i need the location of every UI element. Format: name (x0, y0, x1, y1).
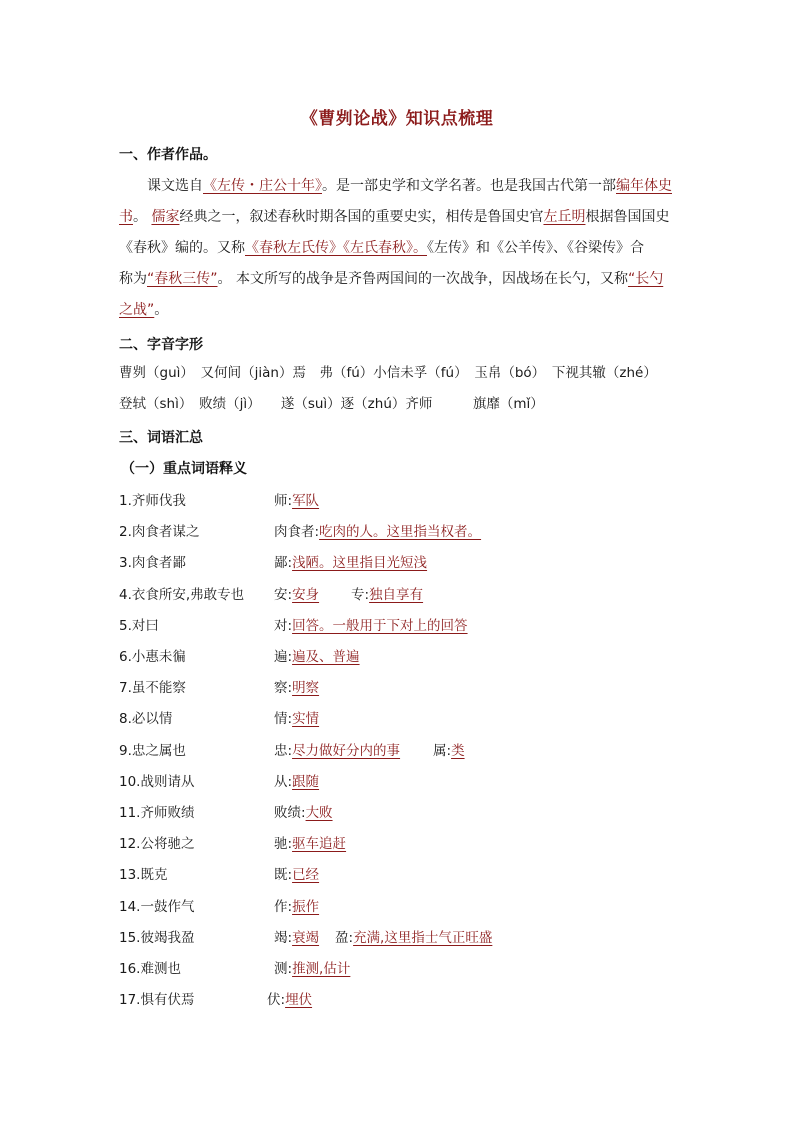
vocab-definition (274, 707, 319, 727)
vocab-term: 9.忠之属也 (119, 742, 186, 759)
vocab-term: 4.衣食所安,弗敢专也 (119, 586, 245, 603)
intro-line-3: 《春秋》编的。又称《春秋左氏传》《左氏春秋》。《左传》和《公羊传》、《谷梁传》合 (119, 240, 644, 256)
vocab-label: 情: (274, 711, 293, 728)
vocab-label: 败绩: (274, 805, 306, 821)
vocab-label: 从: (274, 773, 293, 790)
vocab-definition (274, 551, 427, 571)
vocab-term: 8.必以情 (119, 711, 173, 728)
vocab-label: 察: (274, 680, 293, 697)
vocab-meaning: 已经 (292, 867, 320, 884)
vocab-meaning: 遍及、普遍 (292, 649, 360, 665)
vocab-label: 忠: (274, 742, 293, 759)
vocab-meaning: 衰竭 (292, 929, 320, 946)
vocab-definition (274, 926, 319, 946)
vocab-meaning: 浅陋。这里指目光短浅 (292, 555, 428, 572)
vocab-label: 安: (274, 586, 293, 603)
confucian-term: 儒家 (151, 209, 180, 225)
vocab-label: 遍: (274, 649, 293, 665)
vocab-term: 11.齐师败绩 (119, 805, 195, 821)
vocab-label: 驰: (274, 836, 293, 853)
section-heading-pronunciation: 二、字音字形 (119, 337, 203, 353)
vocab-label: 师: (274, 493, 293, 509)
subheading-key-words: （一）重点词语释义 (121, 461, 247, 477)
vocab-term: 2.肉食者谋之 (119, 524, 200, 541)
intro-line-1: 课文选自《左传・庄公十年》。是一部史学和文学名著。也是我国古代第一部编年体史 (119, 178, 672, 194)
vocab-definition-2 (433, 739, 465, 759)
vocab-definition (274, 583, 319, 603)
vocab-label: 既: (274, 867, 293, 884)
intro-line-2: 书。 儒家经典之一，叙述春秋时期各国的重要史实，相传是鲁国史官左丘明根据鲁国国史 (119, 209, 670, 225)
vocab-label: 测: (274, 961, 293, 977)
vocab-term: 1.齐师伐我 (119, 493, 186, 509)
vocab-term: 7.虽不能察 (119, 680, 186, 697)
vocab-meaning: 独自享有 (369, 586, 424, 603)
vocab-term: 6.小惠未徧 (119, 649, 186, 665)
author-name: 左丘明 (543, 209, 586, 225)
intro-line-4: 称为“春秋三传”。 本文所写的战争是齐鲁两国间的一次战争，因战场在长勺，又称“长勺 (119, 271, 664, 287)
vocab-label: 伏: (267, 992, 286, 1009)
vocab-label: 对: (274, 617, 293, 634)
vocab-definition (274, 614, 468, 634)
vocab-label: 鄙: (274, 555, 293, 572)
vocab-label: 竭: (274, 929, 293, 946)
section-heading-vocabulary: 三、词语汇总 (119, 430, 203, 446)
vocab-definition (274, 645, 360, 665)
vocab-meaning: 埋伏 (285, 992, 313, 1009)
vocab-term: 13.既克 (119, 867, 168, 884)
vocab-term: 15.彼竭我盈 (119, 929, 195, 946)
vocab-meaning: 实情 (292, 711, 320, 728)
vocab-meaning: 回答。一般用于下对上的回答 (292, 617, 468, 634)
vocab-meaning: 尽力做好分内的事 (292, 742, 401, 759)
vocab-meaning: 大败 (305, 805, 333, 821)
vocab-term: 3.肉食者鄙 (119, 555, 186, 572)
pronunciation-line-1: 曹刿（guì） 又何间（jiàn）焉 弗（fú）小信未孚（fú） 玉帛（bó） 下视其辙（zhé） (119, 365, 657, 381)
vocab-definition (274, 770, 319, 790)
vocab-meaning: 驱车追赶 (292, 836, 347, 853)
vocab-meaning: 推测,估计 (292, 961, 351, 977)
vocab-definition (274, 832, 346, 852)
vocab-definition-2 (335, 926, 492, 946)
vocab-meaning: 吃肉的人。这里指当权者。 (319, 524, 482, 541)
vocab-definition (274, 489, 319, 509)
vocab-definition (274, 739, 400, 759)
vocab-label: 肉食者: (274, 524, 320, 541)
vocab-meaning: 明察 (292, 680, 320, 697)
vocab-meaning: 振作 (292, 898, 320, 915)
source-title: 《左传・庄公十年》 (203, 178, 322, 194)
vocab-meaning: 类 (451, 742, 465, 759)
vocab-definition (274, 520, 481, 540)
vocab-definition (267, 988, 312, 1008)
battle-name: “长勺 (627, 271, 664, 287)
vocab-term: 12.公将驰之 (119, 836, 195, 853)
vocab-meaning: 充满,这里指士气正旺盛 (353, 929, 493, 946)
vocab-term: 17.惧有伏焉 (119, 992, 195, 1009)
vocab-term: 5.对曰 (119, 617, 159, 634)
page-title: 《曹刿论战》知识点梳理 (300, 109, 494, 129)
vocab-term: 14.一鼓作气 (119, 898, 195, 915)
section-heading-author: 一、作者作品。 (119, 147, 217, 163)
vocab-label: 盈: (335, 929, 354, 946)
vocab-definition-2 (351, 583, 423, 603)
vocab-meaning: 军队 (292, 493, 320, 509)
vocab-definition (274, 957, 350, 977)
vocab-label: 属: (433, 742, 452, 759)
alt-titles: 《春秋左氏传》《左氏春秋》。 (245, 240, 427, 256)
vocab-term: 16.难测也 (119, 961, 181, 977)
vocab-meaning: 跟随 (292, 773, 320, 790)
intro-line-5: 之战”。 (119, 302, 169, 318)
vocab-term: 10.战则请从 (119, 773, 195, 790)
vocab-definition (274, 676, 319, 696)
pronunciation-line-2: 登轼（shì） 败绩（jì） 遂（suì）逐（zhú）齐师 旗靡（mǐ） (119, 396, 544, 412)
vocab-definition (274, 863, 319, 883)
three-commentaries: “春秋三传” (147, 271, 218, 287)
vocab-definition (274, 801, 333, 821)
vocab-meaning: 安身 (292, 586, 320, 603)
vocab-label: 作: (274, 898, 293, 915)
vocab-label: 专: (351, 586, 370, 603)
genre-term: 编年体史 (616, 178, 672, 194)
vocab-definition (274, 895, 319, 915)
